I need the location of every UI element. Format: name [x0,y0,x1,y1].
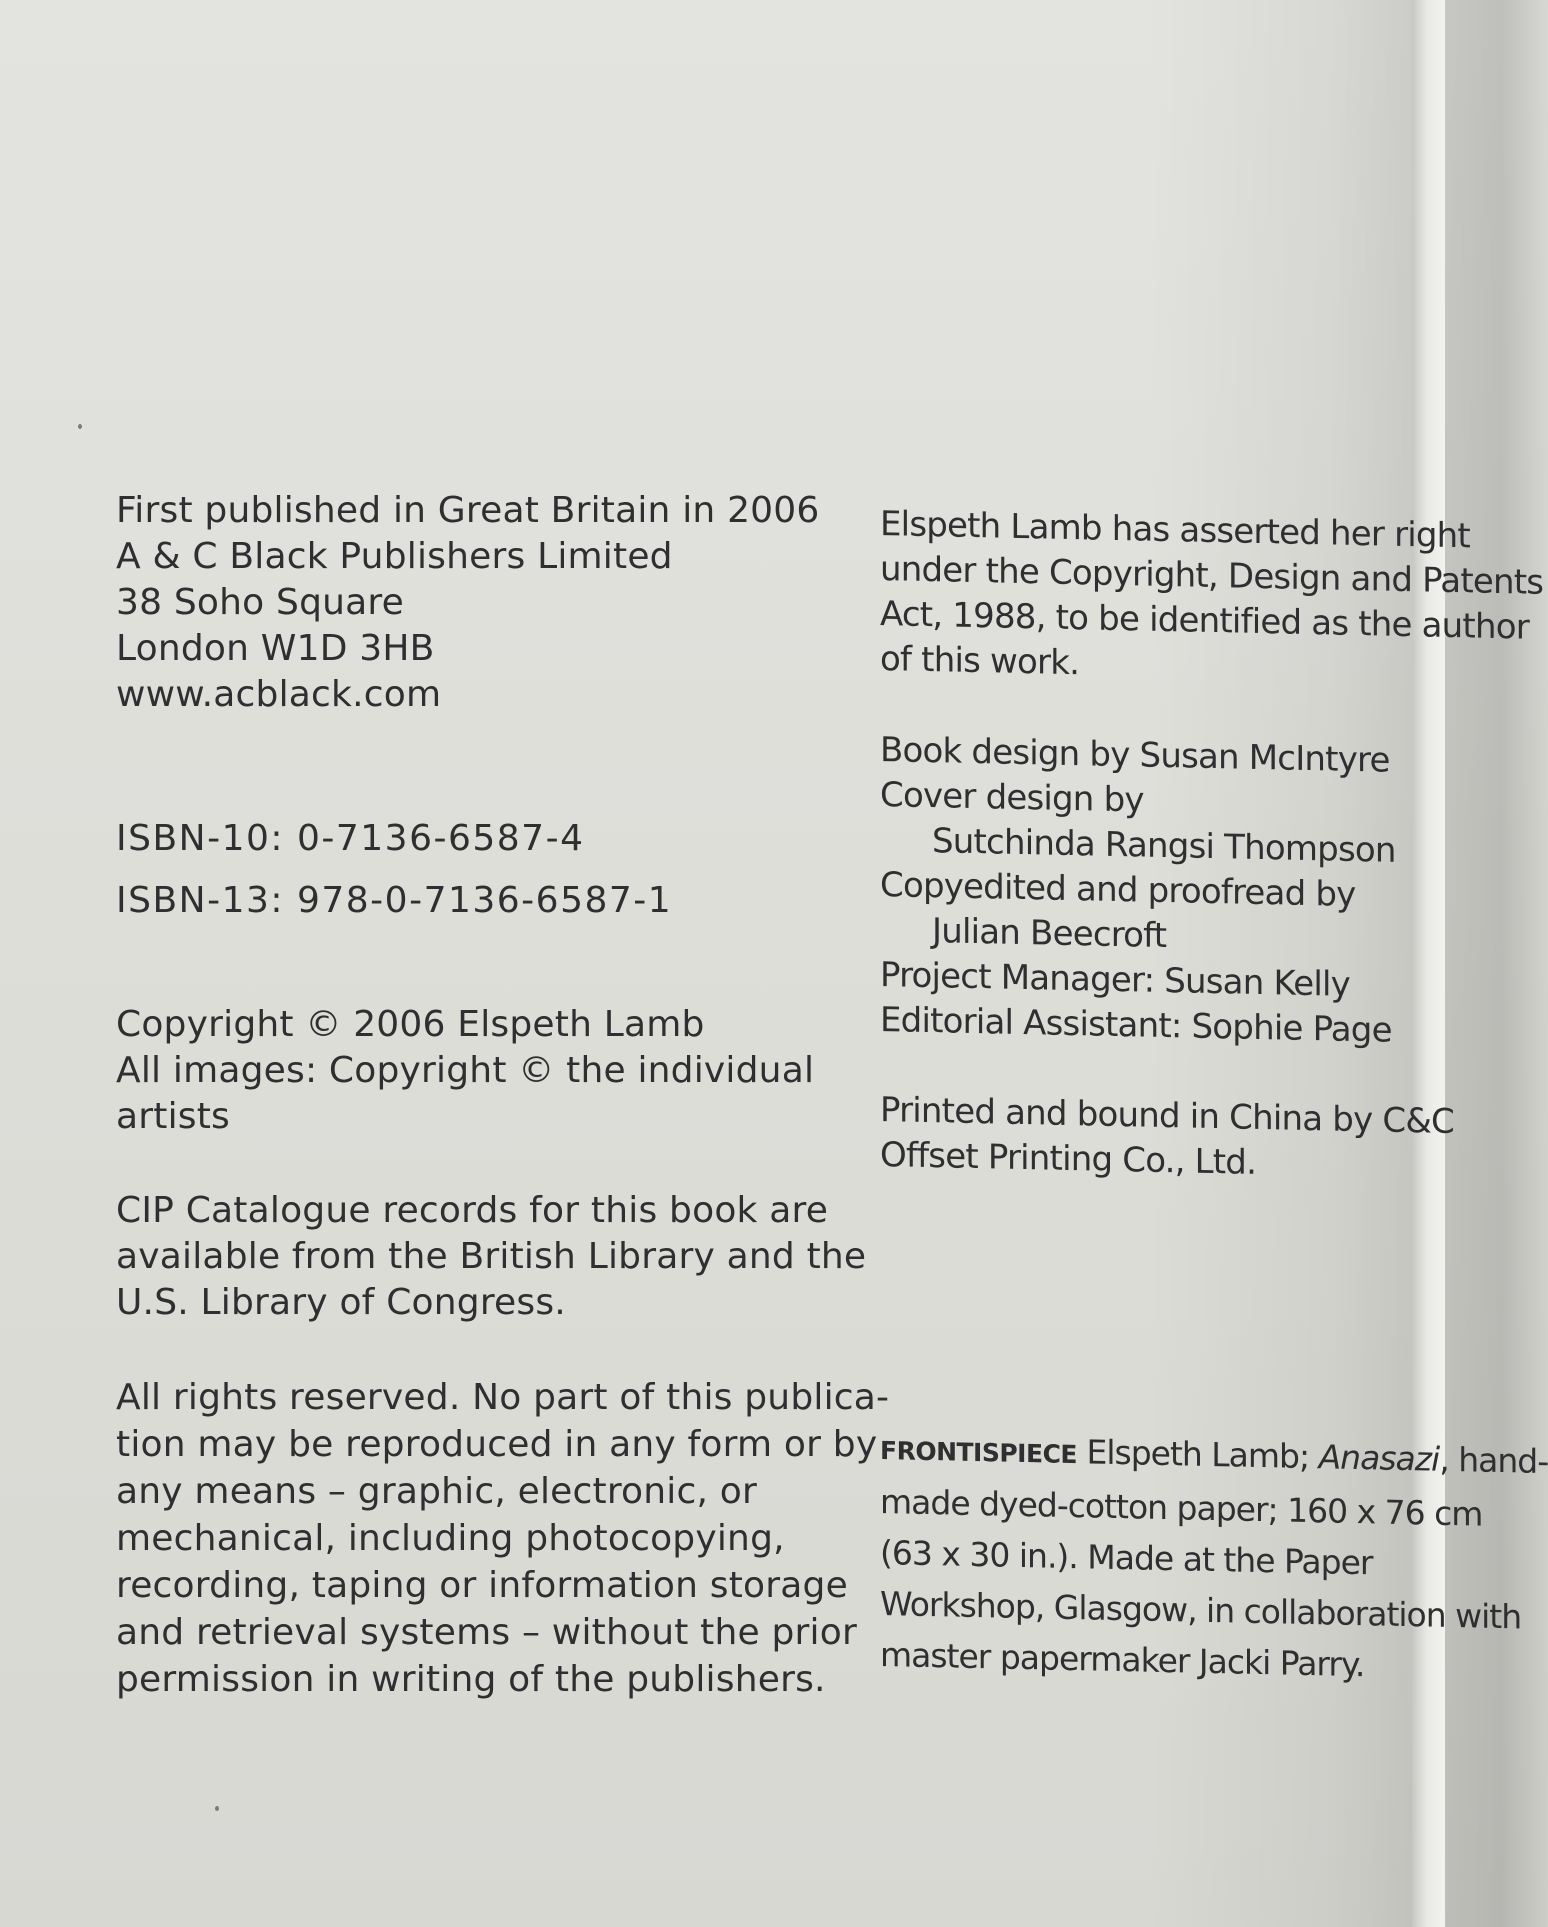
project-manager-credit: Project Manager: Susan Kelly [880,955,1351,1005]
frontispiece-line: master papermaker Jacki Parry. [880,1635,1365,1685]
frontispiece-work-title: Anasazi [1318,1437,1440,1479]
editorial-assistant-credit: Editorial Assistant: Sophie Page [880,1000,1392,1051]
copyright-line: All images: Copyright © the individual [116,1050,815,1091]
rights-line: permission in writing of the publishers. [116,1659,826,1700]
copyright-line: artists [116,1096,231,1137]
printer-line: Printed and bound in China by C&C [880,1090,1454,1143]
rights-block [116,1374,889,1703]
frontispiece-line: (63 x 30 in.). Made at the Paper [880,1533,1373,1583]
publisher-line: First published in Great Britain in 2006 [116,490,820,531]
assertion-line: of this work. [880,639,1080,684]
cover-design-label: Cover design by [880,775,1144,821]
assertion-line: under the Copyright, Design and Patents [880,549,1544,603]
copyeditor-name: Julian Beecroft [932,911,1167,956]
cip-line: U.S. Library of Congress. [116,1282,566,1323]
printer-line: Offset Printing Co., Ltd. [880,1135,1257,1183]
publisher-line: London W1D 3HB [116,628,435,669]
rights-line: All rights reserved. No part of this publica- [116,1377,890,1418]
publisher-line: 38 Soho Square [116,582,404,623]
credits-block [880,728,1396,1054]
printer-block [880,1088,1454,1190]
assertion-line: Elspeth Lamb has asserted her right [880,504,1470,557]
frontispiece-label: FRONTISPIECE [880,1436,1077,1470]
copyedit-label: Copyedited and proofread by [880,865,1356,915]
author-assertion-block [880,502,1543,696]
paper-speck [78,424,82,429]
cover-designer-name: Sutchinda Rangsi Thompson [932,821,1396,871]
frontispiece-caption [880,1422,1548,1694]
isbn-10: ISBN-10: 0-7136-6587-4 [116,818,585,859]
frontispiece-artist: Elspeth Lamb; [1077,1432,1319,1477]
rights-line: and retrieval systems – without the prior [116,1612,857,1653]
isbn-block [116,816,672,924]
copyright-block [116,1002,814,1140]
isbn-13: ISBN-13: 978-0-7136-6587-1 [116,880,673,921]
cip-block [116,1188,866,1326]
rights-line: tion may be reproduced in any form or by [116,1424,878,1465]
right-column [880,502,1548,1685]
publisher-block [116,488,820,718]
rights-line: recording, taping or information storage [116,1565,848,1606]
rights-line: any means – graphic, electronic, or [116,1471,757,1512]
copyright-line: Copyright © 2006 Elspeth Lamb [116,1004,705,1045]
book-design-credit: Book design by Susan McIntyre [880,730,1390,781]
frontispiece-first-line-tail: , hand- [1439,1439,1548,1481]
frontispiece-line: made dyed-cotton paper; 160 x 76 cm [880,1482,1483,1534]
publisher-line: A & C Black Publishers Limited [116,536,673,577]
rights-line: mechanical, including photocopying, [116,1518,785,1559]
frontispiece-line: Workshop, Glasgow, in collaboration with [880,1584,1522,1637]
publisher-url: www.acblack.com [116,674,442,715]
cip-line: CIP Catalogue records for this book are [116,1190,829,1231]
paper-speck [215,1806,219,1811]
cip-line: available from the British Library and the [116,1236,867,1277]
assertion-line: Act, 1988, to be identified as the author [880,594,1529,648]
